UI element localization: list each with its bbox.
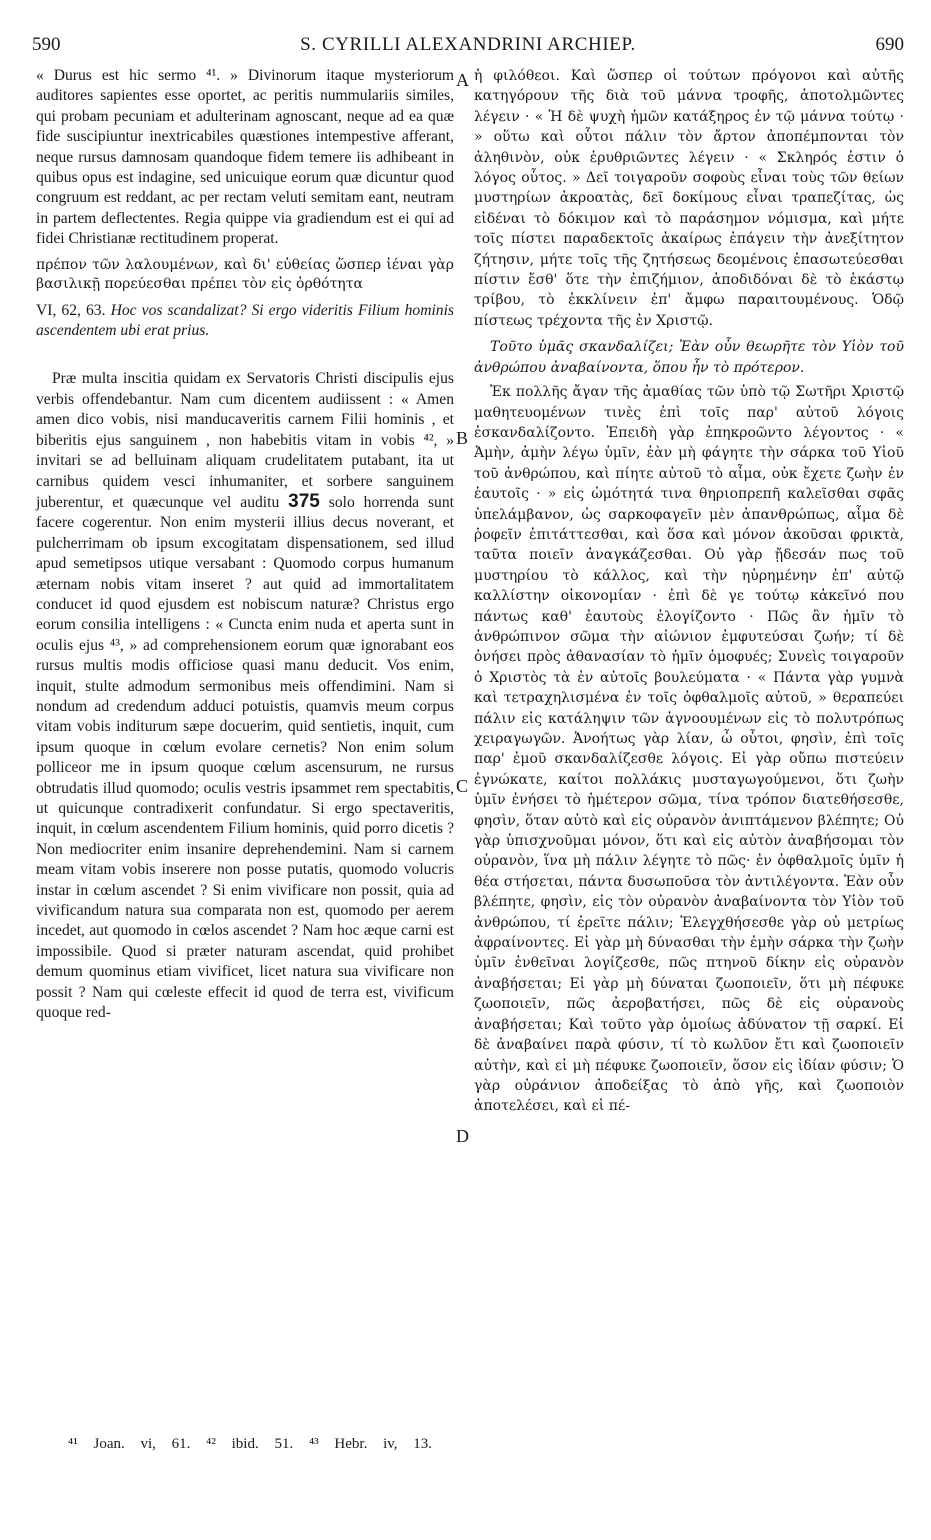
greek-overflow-text: πρέπον τῶν λαλουμένων, καὶ δι' εὐθείας ὥσπερ ἰέναι γὰρ βασιλικῇ πορεύεσθαι πρέπει τὸν εἰς ὀρθότητα bbox=[36, 256, 454, 293]
latin-lemma bbox=[36, 301, 454, 342]
margin-letter-d: D bbox=[456, 1126, 469, 1146]
page-number-left: 590 bbox=[32, 34, 61, 55]
page-number-right: 690 bbox=[875, 34, 904, 55]
greek-lemma: Τοῦτο ὑμᾶς σκανδαλίζει; Ἐὰν οὖν θεωρῆτε τὸν Υἱὸν τοῦ ἀνθρώπου ἀναβαίνοντα, ὅπου ἦν τὸ πρότερον. bbox=[474, 339, 904, 376]
edition-page-number: 375 bbox=[288, 490, 320, 512]
footnote-42: ⁴² ibid. 51. bbox=[206, 1436, 294, 1452]
latin-paragraph-1: « Durus est hic sermo ⁴¹. » Divinorum itaque mysteriorum auditores sapientes esse oportet, ac peritis nummulariis similes, qui probam pecuniam et adulterinam agnoscant, neque ad ea quæ fide suscipiuntur inextricabiles quæstiones intempestive afferant, neque rursus damnosam quandoque fidem temere iis adhibeant in quibus opus est indagine, sed unicuique eorum quæ dicuntur quod congruum est reddant, ac per rectam veluti semitam eant, neutram in partem deflectentes. Regia quippe via gradiendum est ei qui ad fidei Christianæ rectitudinem properat. bbox=[36, 67, 454, 248]
running-title: S. CYRILLI ALEXANDRINI ARCHIEP. bbox=[300, 34, 636, 55]
right-column-greek bbox=[474, 66, 904, 1117]
footnotes bbox=[68, 1436, 432, 1453]
margin-letter-a: A bbox=[456, 70, 469, 90]
footnote-41: ⁴¹ Joan. vi, 61. bbox=[68, 1436, 191, 1452]
margin-letter-b: B bbox=[456, 428, 469, 448]
latin-paragraph-2-start: Præ multa inscitia quidam ex Servatoris Christi discipulis ejus verbis offendebantur. Nam cum dicentem audiissent : « Amen amen dico vobis, nisi manducaveritis carnem Filii hominis , et biberitis ejus sanguinem , non habebitis vitam in vobis ⁴², » invitari se ad belluinam aliquam crudelitatem putabant, ita ut carnibus quidem vesci inhumaniter, et sorbere sanguinem juberentur, et quæcunque vel auditu bbox=[36, 370, 454, 511]
left-column-latin bbox=[36, 66, 454, 1023]
lemma-number: VI, 62, 63. bbox=[36, 301, 106, 319]
latin-paragraph-2 bbox=[36, 369, 454, 1023]
footnote-43: ⁴³ Hebr. iv, 13. bbox=[308, 1436, 433, 1452]
margin-letter-c: C bbox=[456, 776, 469, 796]
page-header bbox=[32, 34, 904, 60]
greek-paragraph-2: Ἐκ πολλῆς ἄγαν τῆς ἀμαθίας τῶν ὑπὸ τῷ Σωτῆρι Χριστῷ μαθητευομένων τινὲς ἐπὶ τοῖς παρ' αὐτοῦ λόγοις ἐσκανδαλίζοντο. Ἐπειδὴ γὰρ ἐπηκροῶντο λέγοντος · « Ἀμὴν, ἀμὴν λέγω ὑμῖν, ἐὰν μὴ φάγητε τὴν σάρκα τοῦ Υἱοῦ τοῦ ἀνθρώπου, καὶ πίητε αὐτοῦ τὸ αἷμα, οὐκ ἔχετε ζωὴν ἐν ἑαυτοῖς · » εἰς ὠμότητά τινα θηριοπρεπῆ καλεῖσθαι σφᾶς ὑπελάμβανον, ὡς σαρκοφαγεῖν μὲν ἀπανθρώπως, αἷμα δὲ ῥοφεῖν ἐπιτάττεσθαι, καὶ ὅσα καὶ μόνον ἀκοῦσαι φρικτὰ, ταῦτα ποιεῖν ἀναγκάζεσθαι. Οὐ γὰρ ᾔδεσάν πως τοῦ μυστηρίου τὸ κάλλος, καὶ τὴν ηὑρημένην ἐπ' αὐτῷ καλλίστην οἰκονομίαν · ἐπὶ δὲ γε τούτῳ κἀκεῖνό που πάντως καθ' ἑαυτοὺς ἐλογίζοντο · Πῶς ἂν ἡμῖν τὸ ἀνθρώπινον σῶμα τὴν αἰώνιον ἐμφυτεύσαι ζωήν; τί δὲ ὀνήσει πρὸς ἀθανασίαν τὸ ἡμῖν ὁμοφυές; Συνεὶς τοιγαροῦν ὁ Χριστὸς τὰ ἐν αὐτοῖς βουλεύματα · « Πάντα γὰρ γυμνὰ καὶ τετραχηλισμένα ἐν τοῖς ὀφθαλμοῖς αὐτοῦ, » θεραπεύει πάλιν εἰς κατάληψιν τῶν ἀγνοουμένων εἰς τὸ πολυτρόπως χειραγωγῶν. Ἀνοήτως γὰρ λίαν, ὦ οὗτοι, φησὶν, ἐπὶ τοῖς παρ' ἐμοῦ σκανδαλίζεσθε λόγοις. Εἰ γὰρ οὔπω πιστεύειν ἐγνώκατε, καίτοι πολλάκις μυσταγωγούμενοι, ὅτι ζωὴν ὑμῖν ἐνήσει τὸ ἡμέτερον σῶμα, τίνα τρόπον διατεθήσεσθε, φησὶν, ὅταν αὐτὸ καὶ εἰς οὐρανὸν ἀνιπτάμενον βλέπητε; Οὐ γὰρ ὑπισχνοῦμαι μόνον, ὅτι καὶ εἰς αὐτὸν ἀναβήσομαι τὸν οὐρανὸν, ἵνα μὴ πάλιν λέγητε τὸ πῶς· ἐν ὀφθαλμοῖς ὑμῖν ἡ θέα στήσεται, πάντα δυσωποῦσα τὸν ἀντιλέγοντα. Ἐὰν οὖν βλέπητε, φησὶν, εἰς τὸν οὐρανὸν ἀναβαίνοντα τὸν Υἱὸν τοῦ ἀνθρώπου, τί ἐρεῖτε πάλιν; Ἐλεγχθήσεσθε γὰρ οὐ μετρίως ἀφραίνοντες. Εἰ γὰρ μὴ δύνασθαι τὴν ἐμὴν σάρκα τὴν ζωὴν ὑμῖν ἐνθεῖναι λογίζεσθε, πῶς πτηνοῦ δίκην εἰς οὐρανὸν ἀναβήσεται; Εἰ γὰρ μὴ δύναται ζωοποιεῖν, ὅτι μὴ πέφυκε ζωοποιεῖν, πῶς ἀεροβατήσει, πῶς δὲ εἰς οὐρανοὺς ἀναβήσεται; Καὶ τοῦτο γὰρ ὁμοίως ἀδύνατον τῇ σαρκί. Εἰ δὲ ἀναβαίνει παρὰ φύσιν, τί τὸ κωλῦον ἔτι καὶ ζωοποιεῖν αὐτὴν, καὶ εἰ μὴ πέφυκε ζωοποιεῖν, ὅσον εἰς ἰδίαν φύσιν; Ὁ γὰρ οὐράνιον ἀποδείξας τὸ ἀπὸ γῆς, καὶ ζωοποιὸν ἀποτελέσει, καὶ εἰ πέ- bbox=[474, 384, 904, 1115]
latin-paragraph-2-end: solo horrenda sunt facere cogerentur. Non enim mysterii illius decus noverant, et pulcherrimam ob ipsum excogitatam dispensationem, sed illud apud semetipsos utique versabant : Quomodo corpus humanum æternam nobis vitam inseret ? aut quid ad immortalitatem conducet id quod ejusdem est nobiscum naturæ? Christus ergo eorum consilia intelligens : « Cuncta enim nuda et aperta sunt in oculis ejus ⁴³, » ad comprehensionem eorum quæ ignorabant eos rursus multis modis officiose quasi manu deducit. Vos enim, inquit, stulte admodum sermonibus meis offendimini. Nam si nondum ad credendum adduci potuistis, quamvis meum corpus vitam vobis inditurum sæpe docuerim, quid sentietis, inquit, cum ipsum quoque in cœlum evolare cernetis? Non enim solum polliceor me in ipsum quoque cœlum ascensurum, ne rursus obtrudatis illud quomodo; oculis vestris ipsammet rem spectabitis, ut quicunque contradixerit confundatur. Si ergo spectaveritis, inquit, in cœlum ascendentem Filium hominis, quid porro dicetis ? Non mediocriter enim insanire deprehendemini. Nam si carnem meam vitam vobis inserere non posse putatis, quomodo volucris instar in cœlum ascendet ? Si enim vivificare non possit, quia ad vivificandum natura sua comparata non est, quomodo per aerem incedet, aut quomodo in cœlos ascendet ? Nam hoc æque carni est impossibile. Quod si præter naturam ascendat, quid prohibet demum quominus etiam vivificet, licet natura sua vivificare non possit ? Nam qui cœleste effecit id quod de terra est, vivificum quoque red- bbox=[36, 493, 454, 1022]
greek-paragraph-1: ἡ φιλόθεοι. Καὶ ὥσπερ οἱ τούτων πρόγονοι καὶ αὐτῆς κατηγόρουν τῆς διὰ τοῦ μάννα τροφῆς, ἀποτολμῶντες λέγειν · « Ἡ δὲ ψυχὴ ἡμῶν κατάξηρος ἐν τῷ μάννα τούτῳ · » οὕτω καὶ οὗτοι πάλιν τὸν ἄρτον ἀποπέμπονται τὸν ἀληθινὸν, οὐκ ἐρυθριῶντες λέγειν · « Σκληρός ἐστιν ὁ λόγος οὗτος. » Δεῖ τοιγαροῦν σοφοὺς εἶναι τοὺς τῶν θείων μυστηρίων ἀκροατὰς, δεῖ δοκίμους εἶναι τραπεζίτας, ὡς εἰδέναι τὸ δόκιμον καὶ τὸ παράσημον νόμισμα, καὶ μήτε τοῖς πίστει παραδεκτοῖς ἀκαίρως ἐπάγειν τὴν ἀνεξίτητον ζήτησιν, μήτε τοῖς τῆς ζητήσεως δεομένοις ἐπασωτεύεσθαι πίστιν ἔσθ' ὅτε τὴν ἐπιζήμιον, ἀποδιδόναι δὲ τὸ ἑκάστῳ τρίβου, τὸ ἐκκλίνειν ἐπ' ἄμφω παραιτουμένους. Ὁδῷ πίστεως τρέχοντα τῆς ἐν Χριστῷ. bbox=[474, 68, 904, 329]
lemma-text: Hoc vos scandalizat? Si ergo videritis Filium hominis ascendentem ubi erat prius. bbox=[36, 301, 454, 340]
